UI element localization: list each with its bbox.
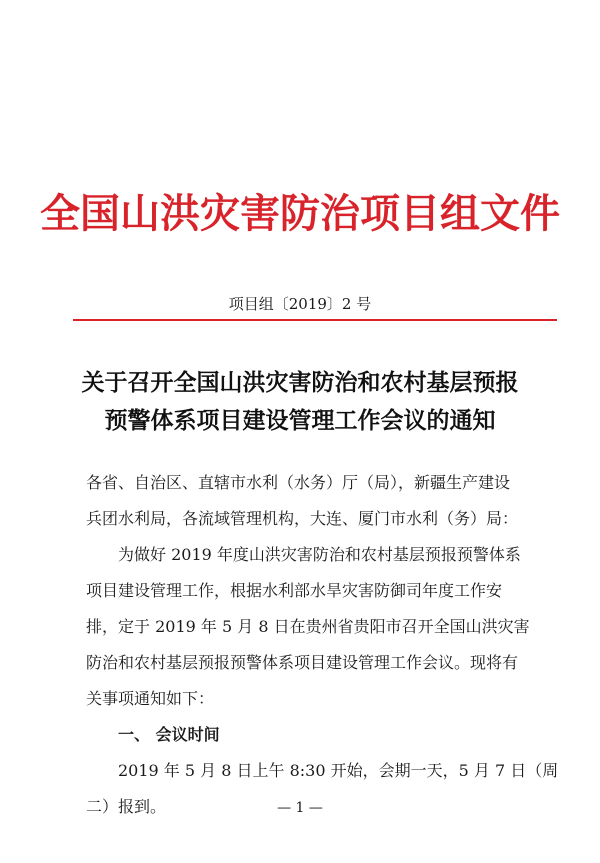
document-subject [0,364,600,440]
paragraph-1-line-3: 排，定于 2019 年 5 月 8 日在贵州省贵阳市召开全国山洪灾害 [86,617,530,636]
section-1-heading: 一、 会议时间 [118,725,220,744]
paragraph-1-line-2: 项目建设管理工作，根据水利部水旱灾害防御司年度工作安 [86,581,503,600]
paragraph-1-line-1: 为做好 2019 年度山洪灾害防治和农村基层预报预警体系 [118,545,521,564]
paragraph-1-line-5: 关事项通知如下： [86,689,215,708]
subject-line-1: 关于召开全国山洪灾害防治和农村基层预报 [81,369,519,396]
section-1-line-1: 2019 年 5 月 8 日上午 8:30 开始，会期一天，5 月 7 日（周 [118,761,559,780]
red-divider-line [73,319,557,321]
addressee-line-1: 各省、自治区、直辖市水利（水务）厅（局），新疆生产建设 [86,473,511,492]
issuer-header-title: 全国山洪灾害防治项目组文件 [40,190,560,237]
document-number: 项目组〔2019〕2 号 [228,295,372,313]
page-number: — 1 — [277,800,323,816]
addressee-line-2: 兵团水利局，各流域管理机构，大连、厦门市水利（务）局： [86,509,519,528]
section-1-line-2: 二）报到。 [86,797,167,816]
subject-line-2: 预警体系项目建设管理工作会议的通知 [104,407,496,434]
paragraph-1-line-4: 防治和农村基层预报预警体系项目建设管理工作会议。现将有 [86,653,519,672]
